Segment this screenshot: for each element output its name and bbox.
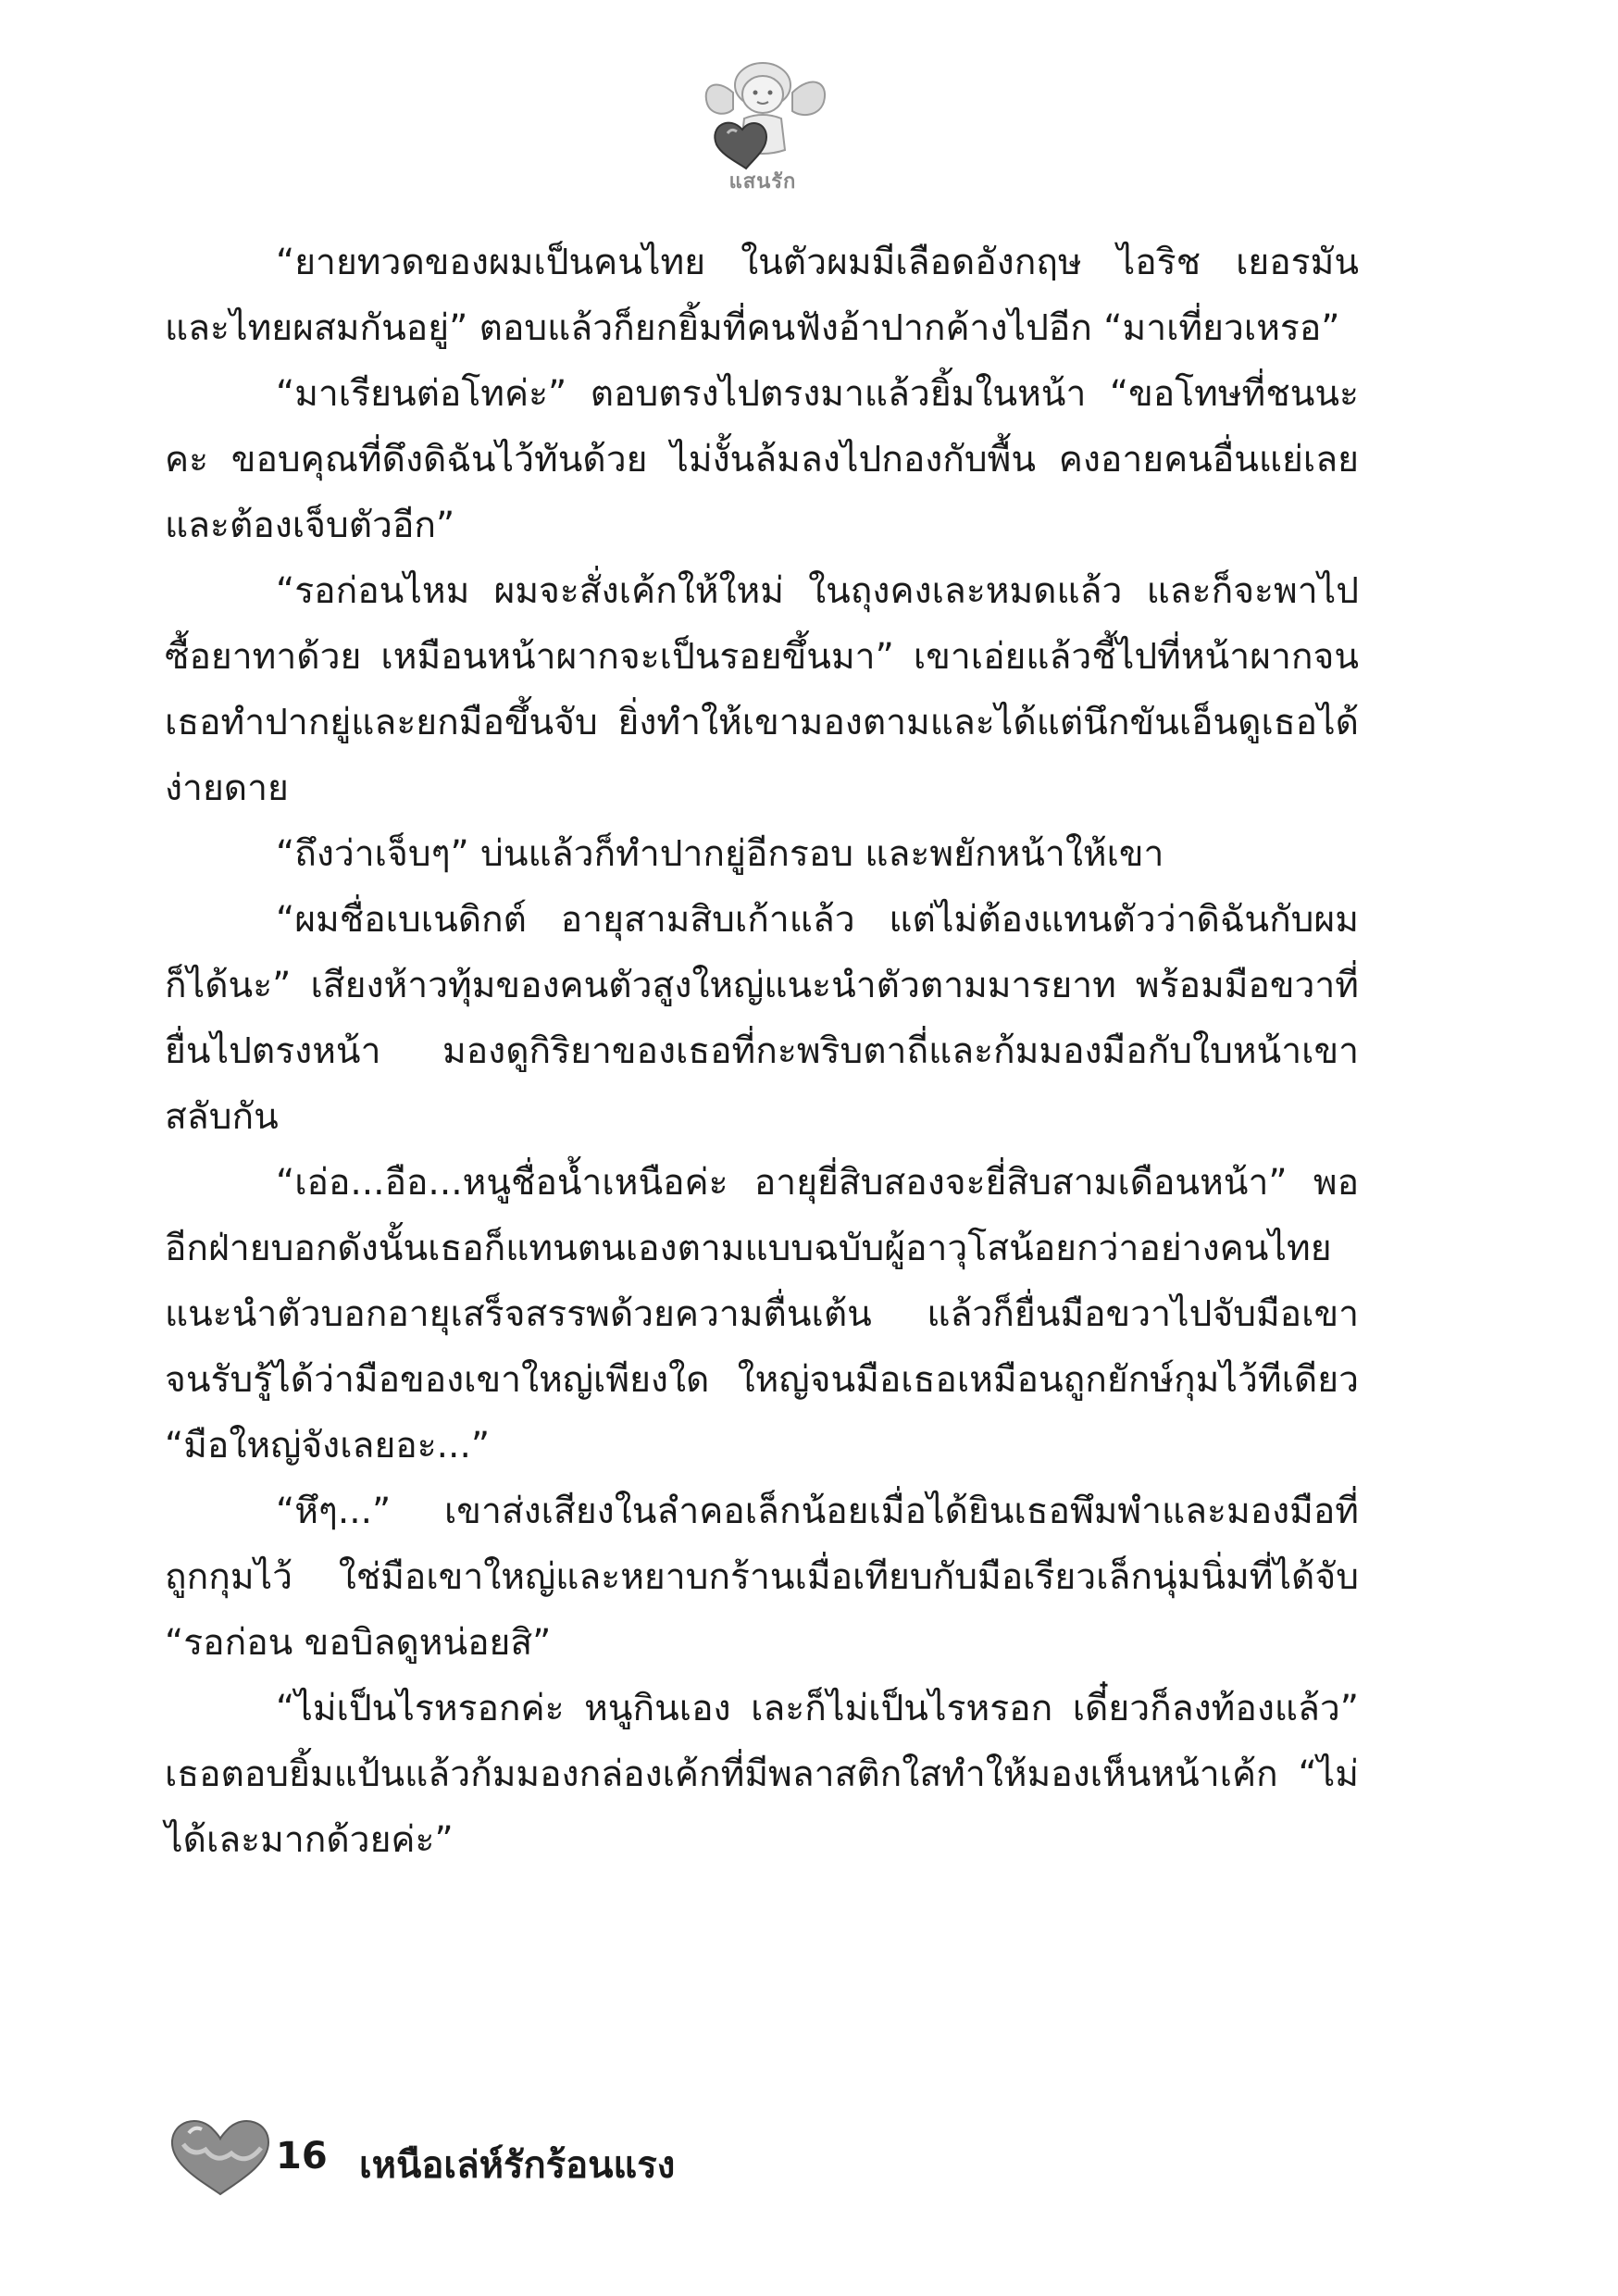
paragraph: “เอ่อ...อือ...หนูชื่อน้ำเหนือค่ะ อายุยี่สิบสองจะยี่สิบสามเดือนหน้า” พออีกฝ่ายบอกดังนั้นเธอก็แทนตนเองตามแบบฉบับผู้อาวุโสน้อยกว่าอย่างคนไทย แนะนำตัวบอกอายุเสร็จสรรพด้วยความตื่นเต้น แล้วก็ยื่นมือขวาไปจับมือเขา จนรับรู้ได้ว่ามือของเขาใหญ่เพียงใด ใหญ่จนมือเธอเหมือนถูกยักษ์กุมไว้ทีเดียว “มือใหญ่จังเลยอะ...”: [165, 1162, 1359, 1466]
page-number: 16: [276, 2135, 328, 2177]
publisher-logo: [689, 54, 837, 193]
heart-icon: [165, 2111, 276, 2200]
paragraph: “มาเรียนต่อโทค่ะ” ตอบตรงไปตรงมาแล้วยิ้มในหน้า “ขอโทษที่ชนนะคะ ขอบคุณที่ดึงดิฉันไว้ทันด้วย ไม่งั้นล้มลงไปกองกับพื้น คงอายคนอื่นแย่เลย และต้องเจ็บตัวอีก”: [165, 373, 1359, 546]
book-title: เหนือเล่ห์รักร้อนแรง: [359, 2144, 676, 2187]
page-footer: [165, 2111, 998, 2203]
story-text: [165, 230, 1359, 1873]
paragraph: “หึๆ...” เขาส่งเสียงในลำคอเล็กน้อยเมื่อได้ยินเธอพึมพำและมองมือที่ถูกกุมไว้ ใช่มือเขาใหญ่และหยาบกร้านเมื่อเทียบกับมือเรียวเล็กนุ่มนิ่มที่ได้จับ “รอก่อน ขอบิลดูหน่อยสิ”: [165, 1491, 1359, 1664]
paragraph: “ผมชื่อเบเนดิกต์ อายุสามสิบเก้าแล้ว แต่ไม่ต้องแทนตัวว่าดิฉันกับผมก็ได้นะ” เสียงห้าวทุ้มของคนตัวสูงใหญ่แนะนำตัวตามมารยาท พร้อมมือขวาที่ยื่นไปตรงหน้า มองดูกิริยาของเธอที่กะพริบตาถี่และก้มมองมือกับใบหน้าเขาสลับกัน: [165, 899, 1359, 1138]
paragraph: “รอก่อนไหม ผมจะสั่งเค้กให้ใหม่ ในถุงคงเละหมดแล้ว และก็จะพาไปซื้อยาทาด้วย เหมือนหน้าผากจะเป็นรอยขึ้นมา” เขาเอ่ยแล้วชี้ไปที่หน้าผากจนเธอทำปากยู่และยกมือขึ้นจับ ยิ่งทำให้เขามองตามและได้แต่นึกขันเอ็นดูเธอได้ง่ายดาย: [165, 570, 1359, 809]
paragraph: “ยายทวดของผมเป็นคนไทย ในตัวผมมีเลือดอังกฤษ ไอริช เยอรมัน และไทยผสมกันอยู่” ตอบแล้วก็ยกยิ้มที่คนฟังอ้าปากค้างไปอีก “มาเที่ยวเหรอ”: [165, 242, 1359, 349]
paragraph: “ถึงว่าเจ็บๆ” บ่นแล้วก็ทำปากยู่อีกรอบ และพยักหน้าให้เขา: [276, 833, 1164, 875]
paragraph: “ไม่เป็นไรหรอกค่ะ หนูกินเอง เละก็ไม่เป็นไรหรอก เดี๋ยวก็ลงท้องแล้ว” เธอตอบยิ้มแป้นแล้วก้มมองกล่องเค้กที่มีพลาสติกใสทำให้มองเห็นหน้าเค้ก “ไม่ได้เละมากด้วยค่ะ”: [165, 1688, 1359, 1861]
logo-text: แสนรัก: [728, 170, 797, 193]
